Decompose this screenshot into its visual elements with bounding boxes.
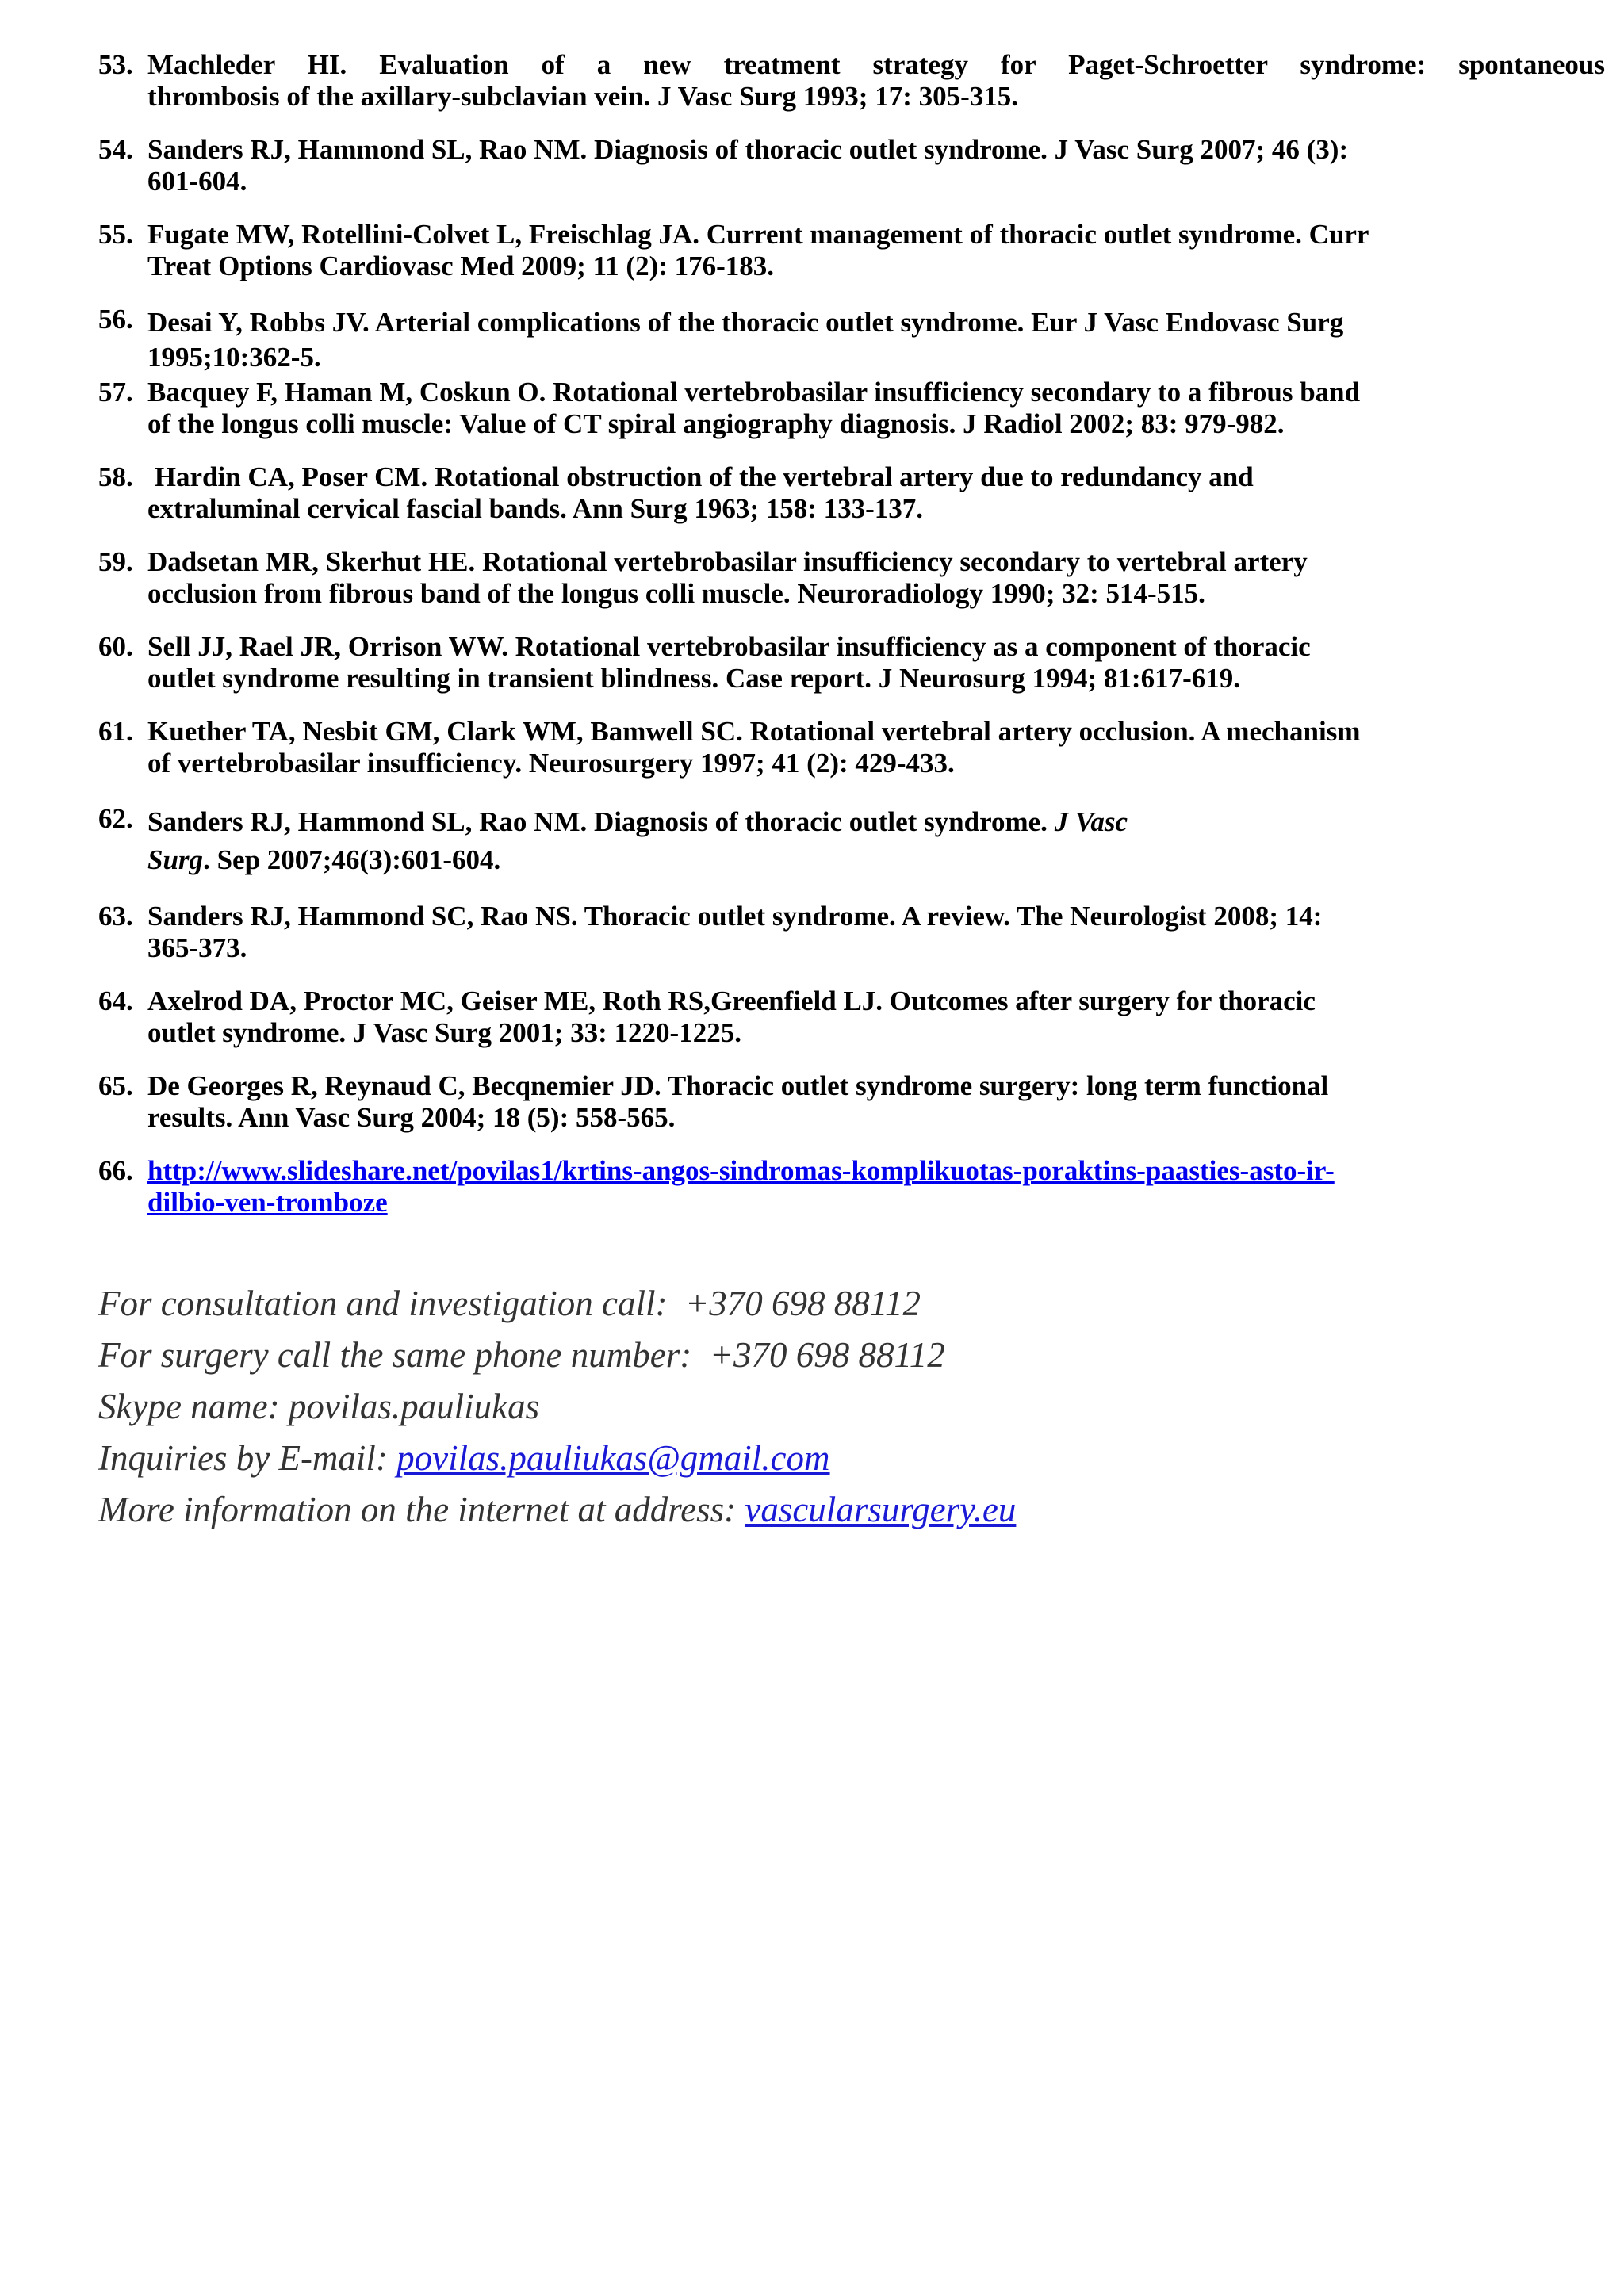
website-row <box>98 1484 1016 1536</box>
reference-text <box>147 546 1605 610</box>
reference-item-65 <box>98 1070 1605 1134</box>
reference-item-61 <box>98 716 1605 779</box>
journal-name: Surg <box>147 844 204 875</box>
reference-number: 62. <box>98 803 133 834</box>
reference-line: Kuether TA, Nesbit GM, Clark WM, Bamwell SC. Rotational vertebral artery occlusion. A mechanism <box>147 716 1361 747</box>
reference-link-line[interactable]: http://www.slideshare.net/povilas1/krtins-angos-sindromas-komplikuotas-poraktins-paasties-asto-ir- <box>147 1155 1335 1186</box>
reference-number: 65. <box>98 1070 133 1101</box>
reference-item-53 <box>98 49 1605 113</box>
reference-item-58 <box>98 461 1605 525</box>
contact-block <box>98 1278 1016 1536</box>
consultation-phone: For consultation and investigation call: +370 698 88112 <box>98 1284 921 1323</box>
reference-line: Hardin CA, Poser CM. Rotational obstruction of the vertebral artery due to redundancy and <box>147 461 1254 492</box>
reference-text <box>147 377 1605 440</box>
reference-number: 64. <box>98 985 133 1016</box>
surgery-phone: For surgery call the same phone number: +370 698 88112 <box>98 1335 945 1375</box>
reference-line: of the longus colli muscle: Value of CT spiral angiography diagnosis. J Radiol 2002; 83: 979-982. <box>147 408 1285 439</box>
website-link[interactable]: vascularsurgery.eu <box>745 1490 1017 1529</box>
email-link[interactable]: povilas.pauliukas@gmail.com <box>396 1438 830 1478</box>
email-row <box>98 1433 1016 1484</box>
reference-text <box>147 631 1605 695</box>
reference-item-63 <box>98 901 1605 964</box>
reference-number: 57. <box>98 377 133 408</box>
reference-text <box>147 304 1605 373</box>
reference-line: 601-604. <box>147 166 247 197</box>
reference-number: 55. <box>98 219 133 250</box>
reference-line: Fugate MW, Rotellini-Colvet L, Freischlag JA. Current management of thoracic outlet syndrome. Curr <box>147 219 1369 250</box>
reference-line <box>147 841 1605 879</box>
reference-item-56 <box>98 304 1605 373</box>
reference-line: Bacquey F, Haman M, Coskun O. Rotational vertebrobasilar insufficiency secondary to a fibrous band <box>147 377 1361 408</box>
reference-line: results. Ann Vasc Surg 2004; 18 (5): 558-565. <box>147 1102 676 1133</box>
reference-line: Treat Options Cardiovasc Med 2009; 11 (2): 176-183. <box>147 251 775 281</box>
reference-link-line[interactable]: dilbio-ven-tromboze <box>147 1187 388 1218</box>
reference-number: 63. <box>98 901 133 932</box>
reference-line <box>147 803 1605 841</box>
reference-item-64 <box>98 985 1605 1049</box>
reference-item-59 <box>98 546 1605 610</box>
reference-number: 54. <box>98 134 133 165</box>
reference-line: outlet syndrome. J Vasc Surg 2001; 33: 1220-1225. <box>147 1017 741 1048</box>
reference-line: 1995;10:362-5. <box>147 342 321 373</box>
reference-line: Sanders RJ, Hammond SC, Rao NS. Thoracic outlet syndrome. A review. The Neurologist 2008; 14: <box>147 901 1323 932</box>
reference-text <box>147 803 1605 879</box>
slideshare-link[interactable] <box>147 1155 1605 1219</box>
reference-text <box>147 134 1605 197</box>
reference-text <box>147 219 1605 282</box>
website-label: More information on the internet at address: <box>98 1490 745 1529</box>
reference-line: occlusion from fibrous band of the longus colli muscle. Neuroradiology 1990; 32: 514-515. <box>147 578 1205 609</box>
reference-item-60 <box>98 631 1605 695</box>
reference-number: 59. <box>98 546 133 577</box>
reference-text <box>147 985 1605 1049</box>
reference-text <box>147 461 1605 525</box>
reference-text <box>147 901 1605 964</box>
reference-item-66 <box>98 1155 1605 1219</box>
reference-item-54 <box>98 134 1605 197</box>
reference-line: Desai Y, Robbs JV. Arterial complications of the thoracic outlet syndrome. Eur J Vasc Endovasc Surg <box>147 307 1344 338</box>
email-label: Inquiries by E-mail: <box>98 1438 397 1478</box>
reference-number: 60. <box>98 631 133 662</box>
reference-text-segment: Sanders RJ, Hammond SL, Rao NM. Diagnosis of thoracic outlet syndrome. <box>147 806 1055 837</box>
reference-number: 56. <box>98 304 133 335</box>
reference-number: 66. <box>98 1155 133 1186</box>
reference-line: Axelrod DA, Proctor MC, Geiser ME, Roth RS,Greenfield LJ. Outcomes after surgery for thoracic <box>147 985 1316 1016</box>
reference-list <box>98 49 1605 1240</box>
reference-item-55 <box>98 219 1605 282</box>
reference-text <box>147 49 1605 113</box>
reference-line: thrombosis of the axillary-subclavian vein. J Vasc Surg 1993; 17: 305-315. <box>147 81 1019 112</box>
reference-number: 58. <box>98 461 133 492</box>
journal-name: J Vasc <box>1054 806 1128 837</box>
skype-name: Skype name: povilas.pauliukas <box>98 1387 540 1426</box>
reference-item-57 <box>98 377 1605 440</box>
reference-line: Dadsetan MR, Skerhut HE. Rotational vertebrobasilar insufficiency secondary to vertebral artery <box>147 546 1308 577</box>
reference-number: 53. <box>98 49 133 80</box>
reference-line: of vertebrobasilar insufficiency. Neurosurgery 1997; 41 (2): 429-433. <box>147 748 955 779</box>
reference-line: extraluminal cervical fascial bands. Ann Surg 1963; 158: 133-137. <box>147 493 924 524</box>
reference-line: Sanders RJ, Hammond SL, Rao NM. Diagnosis of thoracic outlet syndrome. J Vasc Surg 2007; 46 (3): <box>147 134 1349 165</box>
reference-line: 365-373. <box>147 932 247 963</box>
reference-text <box>147 716 1605 779</box>
reference-line: outlet syndrome resulting in transient blindness. Case report. J Neurosurg 1994; 81:617-619. <box>147 663 1240 694</box>
reference-line: De Georges R, Reynaud C, Becqnemier JD. Thoracic outlet syndrome surgery: long term functional <box>147 1070 1329 1101</box>
reference-text <box>147 1070 1605 1134</box>
reference-line: Sell JJ, Rael JR, Orrison WW. Rotational vertebrobasilar insufficiency as a component of thoracic <box>147 631 1311 662</box>
reference-number: 61. <box>98 716 133 747</box>
reference-text-segment: . Sep 2007;46(3):601-604. <box>203 844 501 875</box>
reference-line: Machleder HI. Evaluation of a new treatment strategy for Paget-Schroetter syndrome: spontaneous <box>147 49 1605 80</box>
reference-item-62 <box>98 803 1605 879</box>
